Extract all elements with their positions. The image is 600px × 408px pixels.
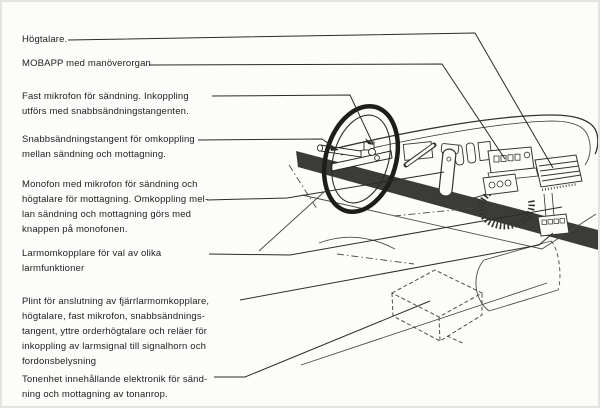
label-line: knappen på monofonen. xyxy=(22,224,128,235)
label-line: tangent, yttre orderhögtalare och reläer för xyxy=(22,326,208,337)
label-snabbsandningstangent xyxy=(22,132,195,162)
tone-unit-box xyxy=(392,270,482,344)
handset-monofon xyxy=(437,143,459,196)
label-line: Högtalare. xyxy=(22,34,68,45)
label-line: Monofon med mikrofon för sändning och xyxy=(22,179,198,190)
label-fast-mikrofon xyxy=(22,89,189,119)
steering-wheel xyxy=(312,97,409,220)
label-line: mellan sändning och mottagning. xyxy=(22,149,167,160)
label-line: Larmomkopplare för val av olika xyxy=(22,248,162,259)
speaker-grille xyxy=(535,155,582,190)
label-monofon xyxy=(22,177,208,237)
label-larmomkopplare xyxy=(22,246,161,276)
label-line: Tonenhet innehållande elektronik för sänd- xyxy=(22,374,208,385)
label-line: larmfunktioner xyxy=(22,263,85,274)
label-line: Fast mikrofon för sändning. Inkoppling xyxy=(22,91,189,102)
transmission-tunnel xyxy=(476,241,560,311)
label-tonenhet xyxy=(22,372,207,402)
label-line: fordonsbelysning xyxy=(22,356,97,367)
label-line: Snabbsändningstangent för omkoppling xyxy=(22,134,195,145)
label-mobapp xyxy=(22,56,151,71)
leader-fast-mikrofon xyxy=(212,95,373,144)
leader-tonenhet xyxy=(214,301,430,377)
label-line: ning och mottagning av tonanrop. xyxy=(22,389,168,400)
label-line: inkoppling av larmsignal till signalhorn och xyxy=(22,341,207,352)
label-line: MOBAPP med manöverorgan xyxy=(22,58,151,69)
label-plint xyxy=(22,294,209,369)
label-line: högtalare för mottagning. Omkoppling mel- xyxy=(22,194,209,205)
label-line: Plint för anslutning av fjärrlarmomkopplare, xyxy=(22,296,210,307)
switch-panel xyxy=(483,174,518,195)
label-line: högtalare, fast mikrofon, snabbsändnings- xyxy=(22,311,206,322)
label-hogtalare xyxy=(22,32,67,47)
label-line: lan sändning och mottagning görs med xyxy=(22,209,192,220)
label-line: utförs med snabbsändningstangenten. xyxy=(22,106,189,117)
leader-plint xyxy=(240,233,553,300)
terminal-block xyxy=(538,193,569,236)
